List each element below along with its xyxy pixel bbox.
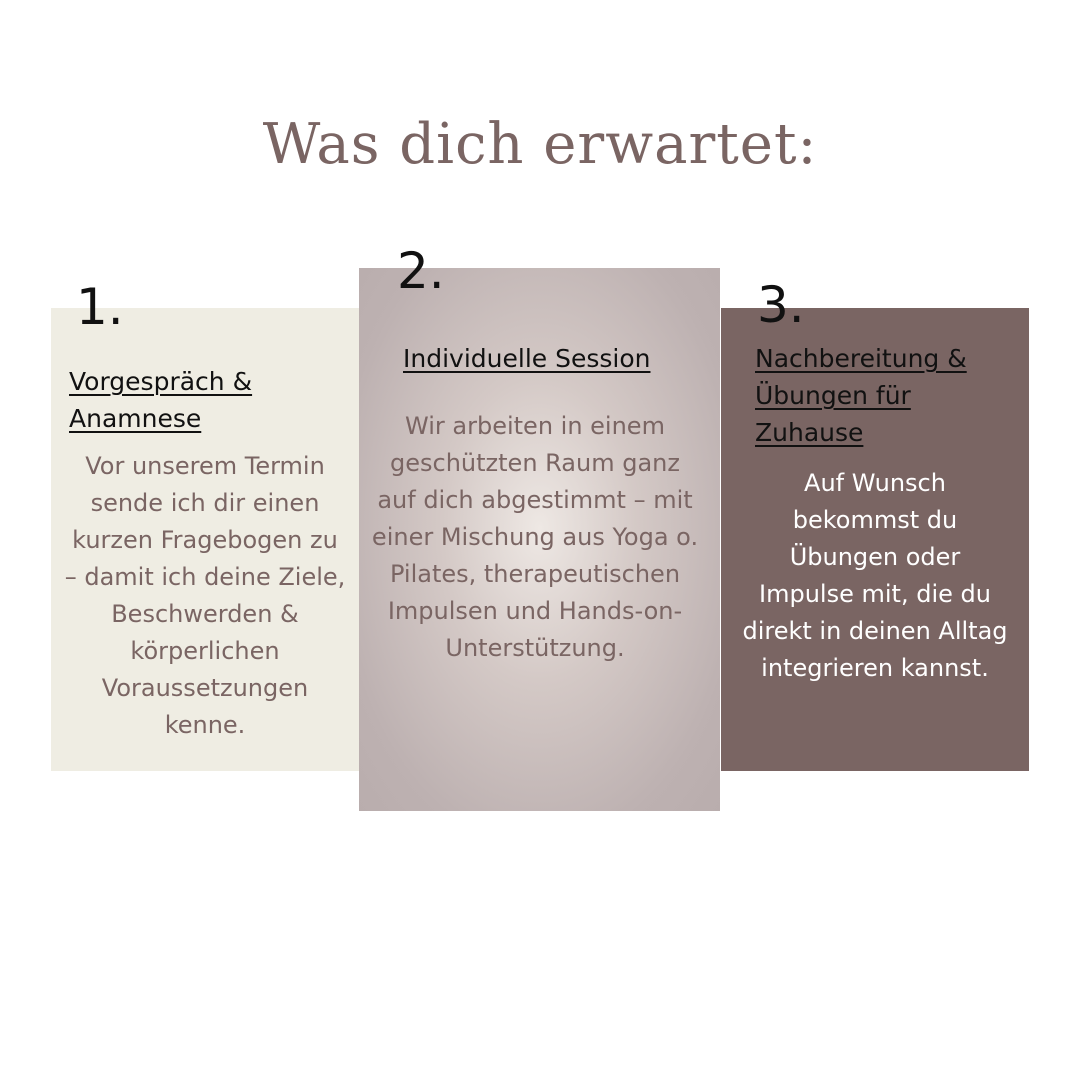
- step-description-2: Wir arbeiten in einem geschützten Raum ganz auf dich abgestimmt – mit einer Mischung aus Yoga o. Pilates, therapeutischen Impulsen und Hands-on-Unterstützung.: [371, 412, 699, 662]
- page-title: Was dich erwartet:: [262, 112, 818, 177]
- step-heading-2: Individuelle Session: [403, 344, 651, 373]
- step-heading-1: Vorgespräch & Anamnese: [69, 367, 253, 433]
- step-description-1: Vor unserem Termin sende ich dir einen kurzen Fragebogen zu – damit ich deine Ziele, Beschwerden & körperlichen Voraussetzungen kenne.: [64, 452, 346, 739]
- step-number-3: 3.: [757, 276, 805, 334]
- step-heading-3: Nachbereitung & Übungen für Zuhause: [755, 344, 967, 447]
- step-description-3: Auf Wunsch bekommst du Übungen oder Impulse mit, die du direkt in deinen Alltag integrieren kannst.: [742, 469, 1008, 682]
- step-number-2: 2.: [397, 242, 445, 300]
- step-number-1: 1.: [76, 278, 124, 336]
